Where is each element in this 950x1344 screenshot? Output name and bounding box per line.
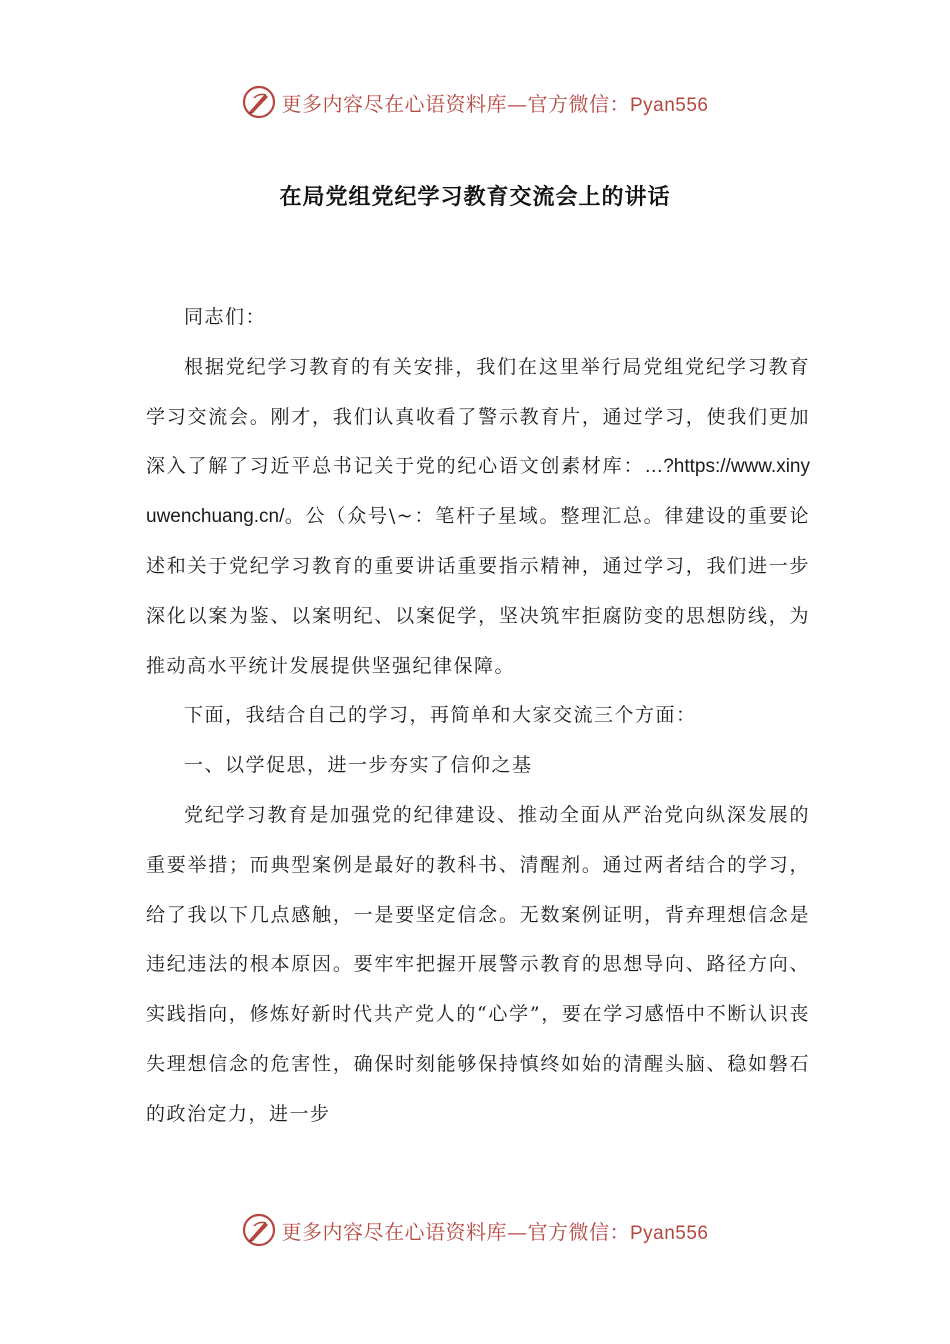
- salutation: 同志们：: [184, 306, 267, 328]
- banner-text: 更多内容尽在心语资料库—官方微信：Pyan556: [281, 91, 709, 116]
- wechat-id: Pyan556: [629, 94, 709, 116]
- paragraph-intro: 根据党纪学习教育的有关安排，我们在这里举行局党组党纪学习教育学习交流会。刚才，我们认真收看了警示教育片，通过学习，使我们更加深入了解了习近平总书记关于党的纪心语文创素材库：…?https://www.xinyuwenchuang.cn/。公（众号\~：笔杆子星域。整理汇总。律建设的重要论述和关于党纪学习教育的重要讲话重要指示精神，通过学习，我们进一步深化以案为鉴、以案明纪、以案促学，坚决筑牢拒腐防变的思想防线，为推动高水平统计发展提供坚强纪律保障。: [146, 355, 810, 677]
- wechat-id: Pyan556: [629, 1222, 709, 1244]
- paragraph-section-1: 党纪学习教育是加强党的纪律建设、推动全面从严治党向纵深发展的重要举措；而典型案例是最好的教科书、清醒剂。通过两者结合的学习，给了我以下几点感触，一是要坚定信念。无数案例证明，背弃理想信念是违纪违法的根本原因。要牢牢把握开展警示教育的思想导向、路径方向、实践指向，修炼好新时代共产党人的“心学”，要在学习感悟中不断认识丧失理想信念的危害性，确保时刻能够保持慎终如始的清醒头脑、稳如磐石的政治定力，进一步: [146, 803, 810, 1125]
- header-watermark-banner: [0, 80, 950, 124]
- document-body: [146, 293, 810, 1140]
- banner-text: 更多内容尽在心语资料库—官方微信：Pyan556: [281, 1219, 709, 1244]
- embedded-url: …?https://www.xinyuwenchuang.cn/: [146, 456, 810, 528]
- footer-watermark-banner: [0, 1208, 950, 1252]
- section-heading-1: 一、以学促思，进一步夯实了信仰之基: [184, 754, 533, 777]
- pen-logo-icon: [241, 1212, 277, 1248]
- document-title: 在局党组党纪学习教育交流会上的讲话: [279, 185, 671, 210]
- pen-logo-icon: [241, 84, 277, 120]
- paragraph-transition: 下面，我结合自己的学习，再简单和大家交流三个方面：: [184, 704, 697, 727]
